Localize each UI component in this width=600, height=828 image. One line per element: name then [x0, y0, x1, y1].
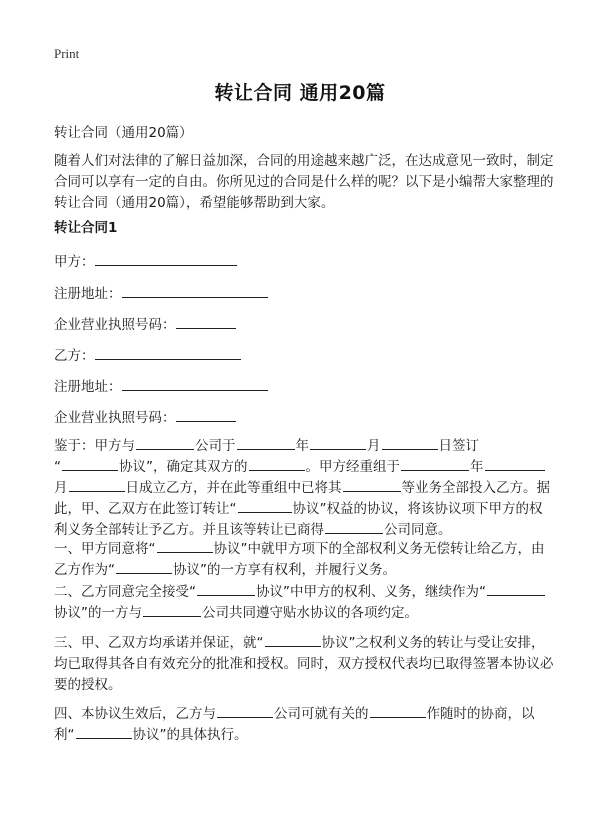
text-run: 协议”中就甲方项下的全部权利义务无偿转让给乙方，由乙方作为“: [54, 541, 545, 578]
field-label: 乙方：: [54, 348, 95, 364]
field-label: 企业营业执照号码：: [54, 317, 176, 333]
text-run: 四、本协议生效后，乙方与: [54, 706, 216, 722]
field-reg-addr-a: [54, 282, 268, 302]
text-run: 协议”的具体执行。: [132, 727, 248, 743]
text-run: “: [54, 459, 61, 475]
text-run: 协议”的一方享有权利，并履行义务。: [173, 562, 396, 578]
text-run: 公司于: [195, 438, 236, 454]
text-run: 日签订: [438, 438, 479, 454]
blank-line: [136, 437, 194, 450]
field-party-a: [54, 250, 237, 270]
section-heading: 转让合同1: [54, 220, 118, 236]
intro-paragraph: 随着人们对法律的了解日益加深，合同的用途越来越广泛，在达成意见一致时，制定合同可以享有一定的自由。你所见过的合同是什么样的呢？以下是小编帮大家整理的转让合同（通用20篇），希望能够帮助到大家。: [54, 153, 554, 211]
blank-line: [143, 604, 201, 617]
blank-line: [69, 479, 125, 492]
field-license-b: [54, 406, 236, 426]
field-label: 企业营业执照号码：: [54, 410, 176, 426]
field-label: 注册地址：: [54, 286, 122, 302]
field-reg-addr-b: [54, 375, 268, 395]
text-run: 。甲方经重组于: [305, 459, 400, 475]
blank-line: [487, 583, 545, 596]
text-run: 月: [367, 438, 381, 454]
blank-line: [95, 251, 237, 266]
text-run: 等业务全部投入乙方。据此，甲、乙双方在此签订转让“: [54, 480, 550, 517]
text-run: 公司可就有关的: [274, 706, 369, 722]
blank-line: [157, 540, 213, 553]
blank-line: [176, 314, 236, 329]
blank-line: [62, 458, 118, 471]
blank-line: [485, 458, 545, 471]
blank-line: [122, 376, 268, 391]
field-label: 甲方：: [54, 254, 95, 270]
clause-3-paragraph: [54, 633, 554, 696]
text-run: 月: [54, 480, 68, 496]
text-run: 年: [295, 438, 309, 454]
print-link[interactable]: Print: [54, 46, 80, 61]
text-run: 公司共同遵守贴水协议的各项约定。: [202, 605, 418, 621]
text-run: 协议”权益的协议，将该协议项下甲方的权利义务全部转让予乙方。并且该等转让已商得: [54, 501, 543, 538]
document-subtitle: 转让合同（通用20篇）: [54, 125, 193, 141]
clause-2-paragraph: [54, 582, 554, 624]
text-run: 日成立乙方，并在此等重组中已将其: [125, 480, 342, 496]
blank-line: [122, 283, 268, 298]
blank-line: [237, 437, 295, 450]
blank-line: [238, 500, 292, 513]
blank-line: [176, 407, 236, 422]
text-run: 公司同意。: [384, 522, 452, 538]
text-run: 协议”中甲方的权利、义务，继续作为“: [256, 584, 486, 600]
blank-line: [217, 705, 273, 718]
blank-line: [197, 583, 255, 596]
text-run: 一、甲方同意将“: [54, 541, 156, 557]
blank-line: [382, 437, 438, 450]
field-party-b: [54, 344, 241, 364]
blank-line: [249, 458, 305, 471]
text-run: 协议”之权利义务的转让与受让安排，均已取得其各自有效充分的批准和授权。同时，双方授权代表均已取得签署本协议必要的授权。: [54, 635, 554, 693]
text-run: 鉴于：甲方与: [54, 438, 135, 454]
blank-line: [325, 521, 383, 534]
field-license-a: [54, 313, 236, 333]
text-run: 作随时的协商，以利“: [54, 706, 535, 743]
blank-line: [370, 705, 426, 718]
blank-line: [401, 458, 469, 471]
text-run: 协议”的一方与: [54, 605, 142, 621]
text-run: 三、甲、乙双方均承诺并保证，就“: [54, 635, 264, 651]
blank-line: [76, 726, 132, 739]
blank-line: [116, 561, 172, 574]
field-label: 注册地址：: [54, 379, 122, 395]
text-run: 年: [470, 459, 484, 475]
blank-line: [343, 479, 401, 492]
recital-paragraph: [54, 436, 554, 541]
blank-line: [265, 634, 321, 647]
blank-line: [95, 345, 241, 360]
text-run: 二、乙方同意完全接受“: [54, 584, 196, 600]
clause-1-paragraph: [54, 539, 554, 581]
blank-line: [310, 437, 366, 450]
clause-4-paragraph: [54, 704, 554, 746]
document-title: 转让合同 通用20篇: [214, 82, 386, 104]
text-run: 协议”，确定其双方的: [119, 459, 248, 475]
